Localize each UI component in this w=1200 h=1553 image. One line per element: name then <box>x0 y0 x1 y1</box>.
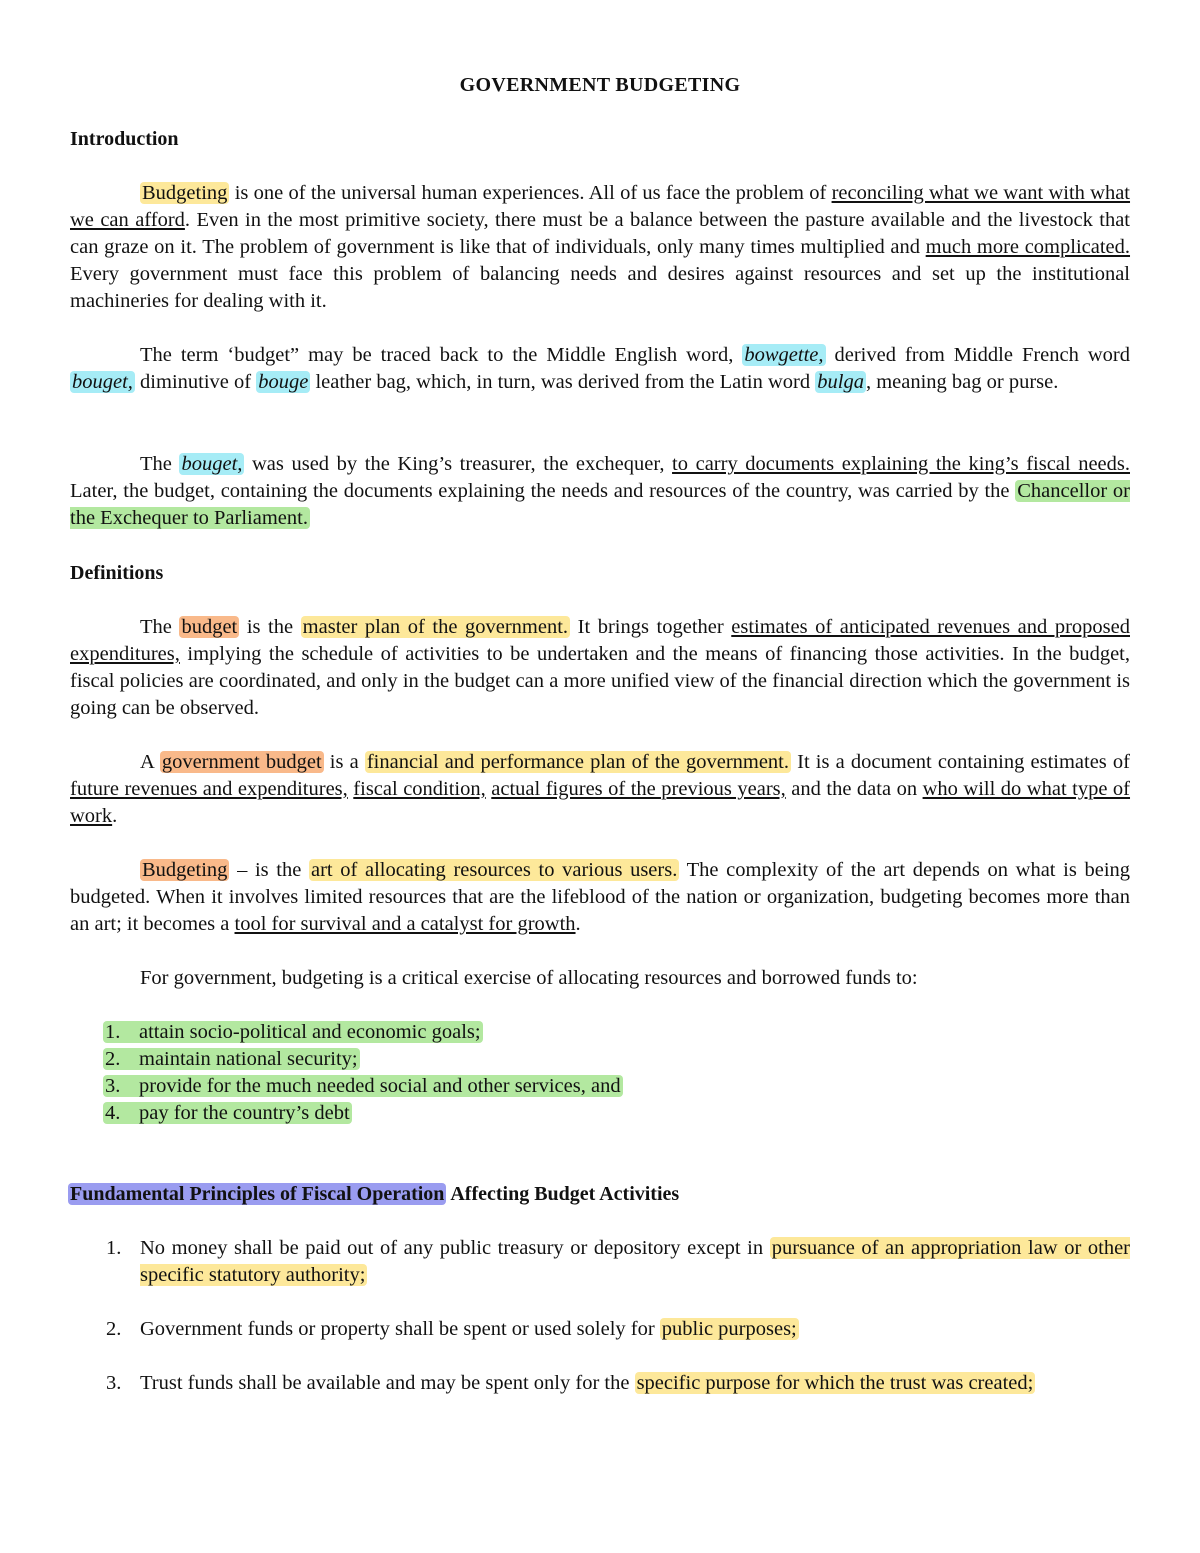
highlight-budgeting: Budgeting <box>142 182 228 204</box>
intro-paragraph-2: The term ‘budget” may be traced back to the Middle English word, bowgette, derived from Middle French word bouget, diminutive of bouge leather bag, which, in turn, was derived from the Latin word bulga, meaning bag or purse. <box>72 344 1130 393</box>
goals-list <box>103 1019 1103 1127</box>
intro-paragraph-1: Budgeting is one of the universal human experiences. All of us face the problem of reconciling what we want with what we can afford. Even in the most primitive society, there must be a balance between the pasture available and the livestock that can graze on it. The problem of government is like that of individuals, only many times multiplied and much more complicated. Every government must face this problem of balancing needs and desires against resources and set up the institutional machineries for dealing with it. <box>70 182 1131 312</box>
definitions-paragraph-4: For government, budgeting is a critical exercise of allocating resources and borrowed funds to: <box>140 967 918 989</box>
underline-carry-documents: to carry documents explaining the king’s fiscal needs. <box>672 453 1130 475</box>
highlight-budgeting-2: Budgeting <box>142 859 228 881</box>
underline-actual-figures: actual figures of the previous years, <box>491 778 786 800</box>
list-item: 1. No money shall be paid out of any public treasury or depository except in pursuance of an appropriation law or other specific statutory authority; <box>106 1237 1130 1286</box>
highlight-budget: budget <box>181 616 238 638</box>
underline-estimates: estimates of anticipated revenues and proposed expenditures, <box>70 616 1130 665</box>
underline-complicated: much more complicated. <box>925 236 1131 258</box>
highlight-bowgette: bowgette, <box>744 344 824 366</box>
highlight-fundamental-principles: Fundamental Principles of Fiscal Operation <box>70 1183 445 1205</box>
highlight-government-budget: government budget <box>161 751 322 773</box>
list-item: 1. attain socio-political and economic goals; <box>105 1021 481 1043</box>
definitions-paragraph-1: The budget is the master plan of the government. It brings together estimates of anticipated revenues and proposed expenditures, implying the schedule of activities to be undertaken and the means of financing those activities. In the budget, fiscal policies are coordinated, and only in the budget can a more unified view of the financial direction which the government is going can be observed. <box>70 616 1130 719</box>
definitions-heading: Definitions <box>70 562 164 584</box>
underline-who-will-do: who will do what type of work <box>70 778 1131 827</box>
highlight-bulga: bulga <box>817 371 864 393</box>
intro-paragraph-3: The bouget, was used by the King’s treasurer, the exchequer, to carry documents explaining the king’s fiscal needs. Later, the budget, containing the documents explaining the needs and resources of the country, was carried by the Chancellor or the Exchequer to Parliament. <box>70 453 1130 529</box>
list-item: 3. Trust funds shall be available and may be spent only for the specific purpose for which the trust was created; <box>106 1372 1034 1394</box>
highlight-financial-plan: financial and performance plan of the government. <box>366 751 790 773</box>
principles-heading: Fundamental Principles of Fiscal Operation Affecting Budget Activities <box>70 1183 680 1205</box>
introduction-heading: Introduction <box>70 128 179 150</box>
principles-list <box>103 1235 1130 1397</box>
document-title: GOVERNMENT BUDGETING <box>459 74 741 96</box>
list-item: 4. pay for the country’s debt <box>105 1102 350 1124</box>
highlight-master-plan: master plan of the government. <box>302 616 569 638</box>
list-item: 2. Government funds or property shall be spent or used solely for public purposes; <box>106 1318 797 1340</box>
underline-fiscal-condition: fiscal condition, <box>353 778 486 800</box>
underline-future-revenues: future revenues and expenditures, <box>70 778 348 800</box>
list-item: 2. maintain national security; <box>105 1048 358 1070</box>
highlight-bouget: bouget, <box>72 371 133 393</box>
underline-reconciling: reconciling what we want with what we can afford <box>70 182 1131 231</box>
definitions-paragraph-3: Budgeting – is the art of allocating resources to various users. The complexity of the art depends on what is being budgeted. When it involves limited resources that are the lifeblood of the nation or organization, budgeting becomes more than an art; it becomes a tool for survival and a catalyst for growth. <box>70 859 1131 935</box>
highlight-bouge: bouge <box>258 371 309 393</box>
highlight-art-of-allocating: art of allocating resources to various users. <box>310 859 678 881</box>
highlight-bouget-2: bouget, <box>181 453 243 475</box>
highlight-chancellor: Chancellor or the Exchequer to Parliament. <box>70 480 1130 529</box>
list-item: 3. provide for the much needed social and other services, and <box>105 1075 621 1097</box>
definitions-paragraph-2: A government budget is a financial and performance plan of the government. It is a document containing estimates of future revenues and expenditures, fiscal condition, actual figures of the previous years, and the data on who will do what type of work. <box>70 751 1131 827</box>
underline-tool-for-survival: tool for survival and a catalyst for growth <box>234 913 576 935</box>
